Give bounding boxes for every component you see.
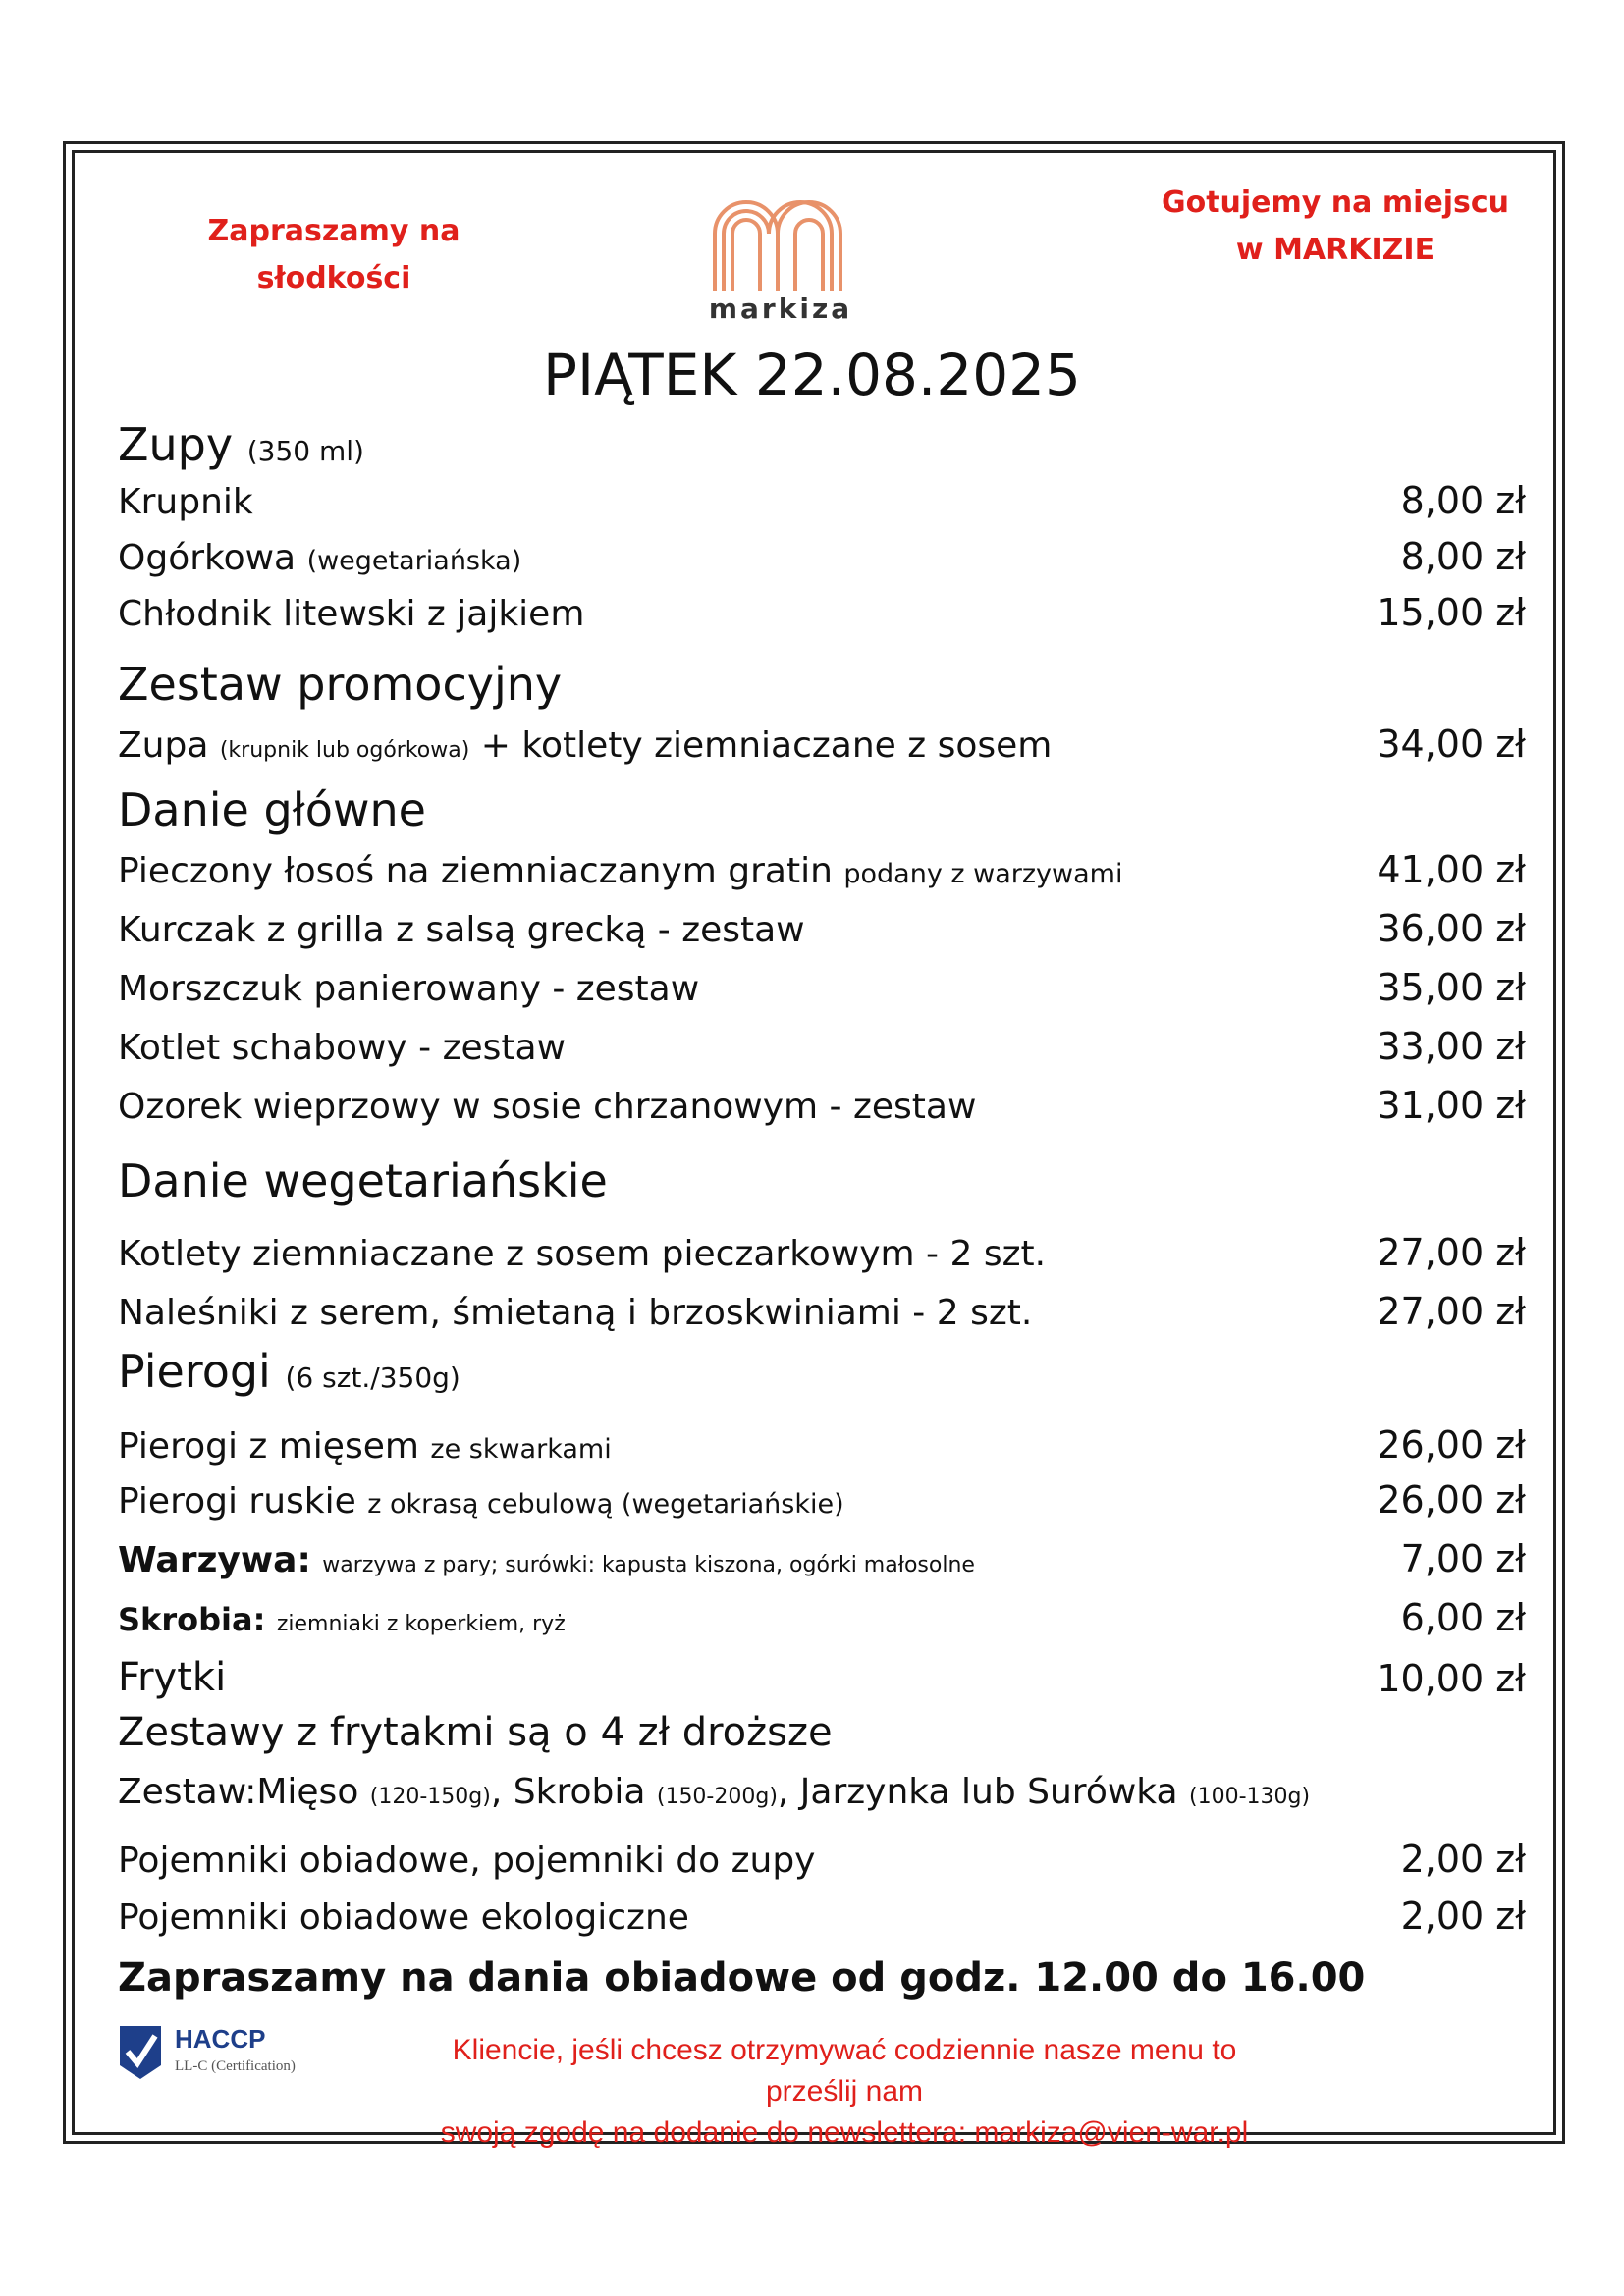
item-name xyxy=(118,538,521,578)
menu-row-pierogi xyxy=(118,1478,1526,1527)
menu-row-container xyxy=(118,1895,1526,1944)
menu-row-main xyxy=(118,907,1526,956)
menu-row-vegetables xyxy=(118,1537,1526,1586)
item-label: Skrobia: xyxy=(118,1601,266,1638)
item-name xyxy=(118,1426,612,1467)
item-name-text: Pierogi z mięsem xyxy=(118,1426,419,1467)
menu-row-main xyxy=(118,1084,1526,1133)
item-price: 26,00 zł xyxy=(1377,1423,1526,1467)
item-name: Morszczuk panierowany - zestaw xyxy=(118,969,700,1009)
item-price: 33,00 zł xyxy=(1377,1025,1526,1068)
newsletter-line1: Kliencie, jeśli chcesz otrzymywać codziennie nasze menu to prześlij nam xyxy=(452,2034,1237,2108)
cooking-note-line2: w MARKIZIE xyxy=(1235,233,1435,267)
newsletter-note xyxy=(412,2030,1276,2154)
newsletter-line2: swoją zgodę na dodanie do newslettera: markiza@vien-war.pl xyxy=(440,2116,1249,2149)
haccp-subtitle: LL-C (Certification) xyxy=(175,2056,296,2075)
set-composition-text xyxy=(118,1772,1310,1812)
item-note: z okrasą cebulową (wegetariańskie) xyxy=(367,1489,844,1520)
item-price: 41,00 zł xyxy=(1377,848,1526,891)
menu-row-vegetarian xyxy=(118,1290,1526,1339)
logo-wordmark: markiza xyxy=(708,293,853,325)
day-title: PIĄTEK 22.08.2025 xyxy=(543,342,1081,408)
menu-row-starch xyxy=(118,1596,1526,1645)
item-name: Pojemniki obiadowe ekologiczne xyxy=(118,1897,689,1938)
item-name-text: Zupa xyxy=(118,725,209,766)
item-name-text: + kotlety ziemniaczane z sosem xyxy=(480,725,1053,766)
item-price: 8,00 zł xyxy=(1400,479,1526,522)
item-price: 36,00 zł xyxy=(1377,907,1526,950)
set-veg-note: (100-130g) xyxy=(1189,1785,1311,1809)
cooking-note-line1: Gotujemy na miejscu xyxy=(1161,186,1510,220)
sweets-invite-note xyxy=(177,208,491,302)
item-name: Frytki xyxy=(118,1655,227,1700)
set-starch: , Skrobia xyxy=(490,1772,646,1812)
item-name: Chłodnik litewski z jajkiem xyxy=(118,594,585,634)
item-note: (wegetariańska) xyxy=(306,546,522,576)
item-name xyxy=(118,1599,566,1639)
item-name-text: Ogórkowa xyxy=(118,538,297,578)
opening-hours-invite: Zapraszamy na dania obiadowe od godz. 12.00 do 16.00 xyxy=(118,1955,1366,2001)
pierogi-heading xyxy=(118,1345,460,1398)
menu-row-container xyxy=(118,1838,1526,1887)
soups-heading-note: (350 ml) xyxy=(246,435,364,467)
item-name: Pojemniki obiadowe, pojemniki do zupy xyxy=(118,1841,816,1881)
item-note: podany z warzywami xyxy=(843,859,1123,889)
item-name xyxy=(118,1481,844,1522)
item-name: Kotlet schabowy - zestaw xyxy=(118,1028,567,1068)
haccp-check-icon xyxy=(116,2022,165,2083)
set-veg: , Jarzynka lub Surówka xyxy=(777,1772,1178,1812)
set-meat-note: (120-150g) xyxy=(369,1785,491,1809)
vegetarian-heading: Danie wegetariańskie xyxy=(118,1154,608,1207)
pierogi-heading-note: (6 szt./350g) xyxy=(285,1362,460,1394)
item-price: 35,00 zł xyxy=(1377,966,1526,1009)
item-name xyxy=(118,851,1122,891)
haccp-title: HACCP xyxy=(175,2024,266,2054)
item-price: 15,00 zł xyxy=(1377,591,1526,634)
item-price: 27,00 zł xyxy=(1377,1231,1526,1274)
item-name: Kurczak z grilla z salsą grecką - zestaw xyxy=(118,910,805,950)
menu-row-soup xyxy=(118,591,1526,640)
item-name: Krupnik xyxy=(118,482,253,522)
menu-row-main xyxy=(118,1025,1526,1074)
fries-surcharge-note xyxy=(118,1712,1526,1761)
pierogi-heading-text: Pierogi xyxy=(118,1345,271,1398)
item-price: 8,00 zł xyxy=(1400,535,1526,578)
item-name: Ozorek wieprzowy w sosie chrzanowym - zestaw xyxy=(118,1087,977,1127)
item-name: Naleśniki z serem, śmietaną i brzoskwiniami - 2 szt. xyxy=(118,1293,1033,1333)
item-name xyxy=(118,725,1052,766)
set-starch-note: (150-200g) xyxy=(656,1785,778,1809)
item-note: warzywa z pary; surówki: kapusta kiszona, ogórki małosolne xyxy=(322,1553,975,1577)
menu-row-main xyxy=(118,966,1526,1015)
cooking-on-site-note xyxy=(1129,180,1542,274)
item-note: ze skwarkami xyxy=(430,1434,612,1465)
item-note: ziemniaki z koperkiem, ryż xyxy=(276,1612,566,1636)
menu-row-vegetarian xyxy=(118,1231,1526,1280)
menu-row-pierogi xyxy=(118,1423,1526,1472)
item-price: 10,00 zł xyxy=(1377,1657,1526,1700)
item-price: 34,00 zł xyxy=(1377,722,1526,766)
markiza-logo-icon xyxy=(707,194,854,293)
item-note: (krupnik lub ogórkowa) xyxy=(219,738,470,763)
soups-heading-text: Zupy xyxy=(118,418,234,471)
item-label: Warzywa: xyxy=(118,1540,311,1580)
item-price: 27,00 zł xyxy=(1377,1290,1526,1333)
menu-row-soup xyxy=(118,479,1526,528)
menu-row-fries xyxy=(118,1657,1526,1706)
item-price: 7,00 zł xyxy=(1400,1537,1526,1580)
menu-row-promo xyxy=(118,722,1526,772)
haccp-badge xyxy=(116,2022,322,2086)
soups-heading xyxy=(118,418,364,471)
menu-row-main xyxy=(118,848,1526,897)
item-price: 26,00 zł xyxy=(1377,1478,1526,1522)
item-price: 31,00 zł xyxy=(1377,1084,1526,1127)
item-name: Kotlety ziemniaczane z sosem pieczarkowym - 2 szt. xyxy=(118,1234,1047,1274)
sweets-note-line1: Zapraszamy na xyxy=(207,214,460,248)
item-name-text: Pierogi ruskie xyxy=(118,1481,356,1522)
item-price: 2,00 zł xyxy=(1400,1838,1526,1881)
surcharge-text: Zestawy z frytakmi są o 4 zł droższe xyxy=(118,1710,833,1755)
item-price: 2,00 zł xyxy=(1400,1895,1526,1938)
menu-row-soup xyxy=(118,535,1526,584)
sweets-note-line2: słodkości xyxy=(256,261,411,295)
promo-heading: Zestaw promocyjny xyxy=(118,658,563,711)
mains-heading: Danie główne xyxy=(118,783,426,836)
set-meat: Zestaw:Mięso xyxy=(118,1772,359,1812)
item-name xyxy=(118,1540,975,1580)
item-name-text: Pieczony łosoś na ziemniaczanym gratin xyxy=(118,851,833,891)
set-composition xyxy=(118,1769,1526,1818)
item-price: 6,00 zł xyxy=(1400,1596,1526,1639)
